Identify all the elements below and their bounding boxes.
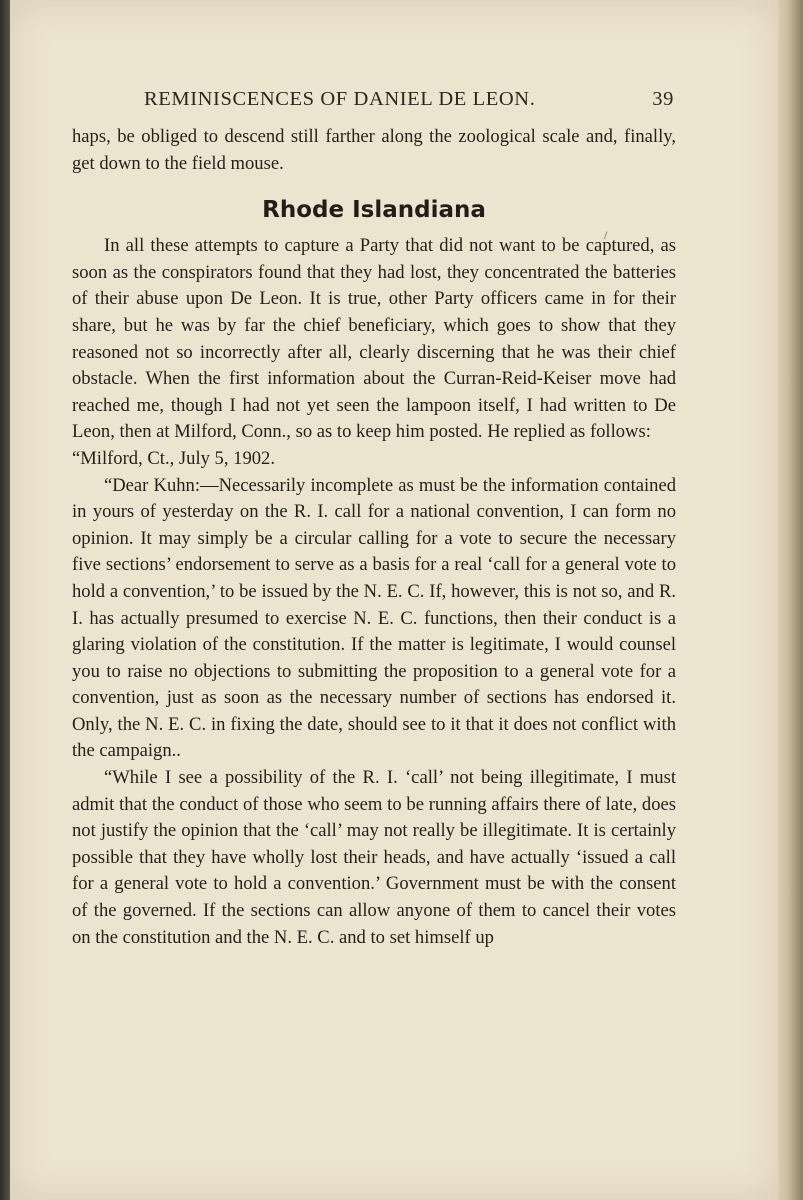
letter-dateline: “Milford, Ct., July 5, 1902. [72,447,275,469]
running-title: REMINISCENCES OF DANIEL DE LEON. [144,88,536,110]
binding-shadow [0,0,10,1200]
paragraph-intro: In all these attempts to capture a Party that did not want to be captured, as soon as the conspirators found that they had lost, they concentrated the batteries of their abuse upon De Leon. It is true, other Party officers came in for their share, but he was by far the chief beneficiary, which goes to show that they reasoned not so incorrectly after all, clearly discerning that he was their chief obstacle. When the first information about the Curran-Reid-Keiser move had reached me, though I had not yet seen the lampoon itself, I had written to De Leon, then at Milford, Conn., so as to keep him posted. He replied as follows: [72,235,676,443]
letter-paragraph-1: “Dear Kuhn:—Necessarily incomplete as must be the information contained in yours of yesterday on the R. I. call for a national convention, I can form no opinion. It may simply be a circular calling for a vote to secure the necessary five sections’ endorsement to serve as a basis for a real ‘call for a general vote to hold a convention,’ to be issued by the N. E. C. If, however, this is not so, and R. I. has actually presumed to exercise N. E. C. functions, then their conduct is a glaring violation of the constitution. If the matter is legitimate, I would counsel you to raise no objections to submitting the proposition to a general vote for a convention, just as soon as the necessary number of sections has endorsed it. Only, the N. E. C. in fixing the date, should see to it that it does not conflict with the campaign.. [72,474,676,762]
running-header [144,88,674,118]
page-number: 39 [652,88,674,110]
page-edge [778,0,803,1200]
letter-paragraph-2: “While I see a possibility of the R. I. ‘call’ not being illegitimate, I must admit that the conduct of those who seem to be running affairs there of late, does not justify the opinion that the ‘call’ may not really be illegitimate. It is certainly possible that they have wholly lost their heads, and have actually ‘issued a call for a general vote to hold a convention.’ Government must be with the consent of the governed. If the sections can allow anyone of them to cancel their votes on the constitution and the N. E. C. and to set himself up [72,767,676,948]
continuation-paragraph: haps, be obliged to descend still farther along the zoological scale and, finally, get down to the field mouse. [72,126,676,174]
section-title: Rhode Islandiana [262,197,486,224]
page-body [72,124,676,951]
